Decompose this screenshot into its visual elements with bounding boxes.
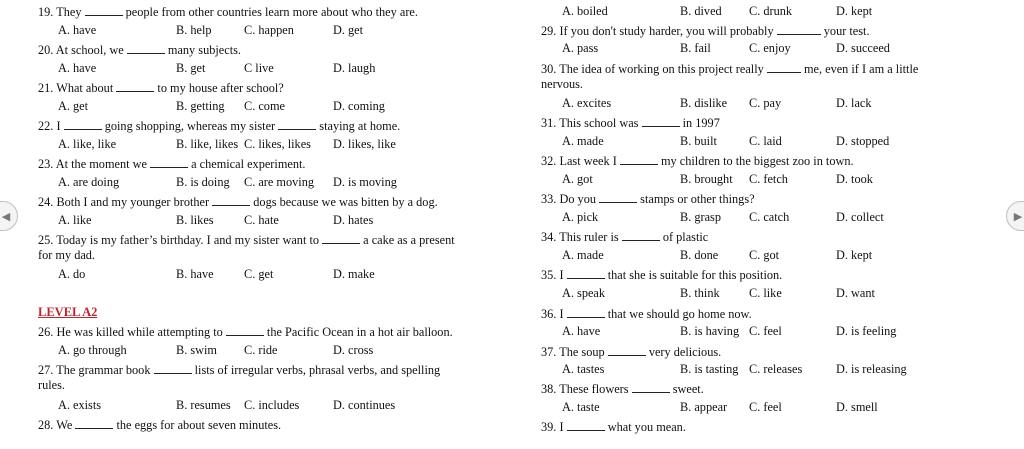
option: A. speak — [562, 286, 606, 300]
option: A. taste — [562, 400, 600, 414]
question-39: 39. I what you mean. — [541, 420, 686, 434]
question-36: 36. I that we should go home now. — [541, 307, 752, 321]
question-29: 29. If you don't study harder, you will probably your test. — [541, 24, 870, 38]
option: D. smell — [836, 400, 878, 414]
option: D. want — [836, 286, 875, 300]
option: D. likes, like — [333, 137, 396, 151]
question-26: 26. He was killed while attempting to the Pacific Ocean in a hot air balloon. — [38, 325, 453, 339]
question-30: 30. The idea of working on this project really me, even if I am a little — [541, 62, 919, 76]
option: A. got — [562, 172, 593, 186]
option: D. is feeling — [836, 324, 897, 338]
option: C. laid — [749, 134, 782, 148]
option: B. dislike — [680, 96, 728, 110]
question-28: 28. We the eggs for about seven minutes. — [38, 418, 282, 432]
question-22: 22. I going shopping, whereas my sister staying at home. — [38, 119, 401, 133]
chevron-left-icon: ◀ — [1, 209, 11, 223]
option: A. have — [58, 23, 97, 37]
option: B. get — [176, 61, 206, 75]
option: D. took — [836, 172, 873, 186]
option: B. grasp — [680, 210, 721, 224]
previous-page-button[interactable] — [0, 201, 18, 231]
question-23: 23. At the moment we a chemical experiment. — [38, 157, 306, 171]
option: C. likes, likes — [244, 137, 311, 151]
next-page-button[interactable] — [1006, 201, 1024, 231]
option: A. exists — [58, 398, 102, 412]
option: A. get — [58, 99, 89, 113]
option: B. getting — [176, 99, 225, 113]
option: D. continues — [333, 398, 396, 412]
option: C. happen — [244, 23, 294, 37]
option: C. pay — [749, 96, 782, 110]
question-19: 19. They people from other countries learn more about who they are. — [38, 5, 418, 19]
option: B. brought — [680, 172, 733, 186]
option: B. done — [680, 248, 719, 262]
option: C live — [244, 61, 274, 75]
option: D. laugh — [333, 61, 376, 75]
option: B. resumes — [176, 398, 231, 412]
option: C. fetch — [749, 172, 788, 186]
option: D. hates — [333, 213, 374, 227]
option: B. fail — [680, 41, 711, 55]
option: C. ride — [244, 343, 278, 357]
option: D. kept — [836, 248, 873, 262]
question-27-continued: rules. — [38, 378, 65, 392]
option: D. make — [333, 267, 375, 281]
question-20: 20. At school, we many subjects. — [38, 43, 241, 57]
level-heading: LEVEL A2 — [38, 305, 98, 319]
option: D. succeed — [836, 41, 890, 55]
option: D. get — [333, 23, 364, 37]
option: C. catch — [749, 210, 790, 224]
option: B. built — [680, 134, 717, 148]
option: D. kept — [836, 4, 873, 18]
question-25: 25. Today is my father’s birthday. I and my sister want to a cake as a present — [38, 233, 455, 247]
option: A. made — [562, 134, 604, 148]
question-24: 24. Both I and my younger brother dogs because we was bitten by a dog. — [38, 195, 438, 209]
option: C. like — [749, 286, 782, 300]
question-35: 35. I that she is suitable for this position. — [541, 268, 783, 282]
option: C. are moving — [244, 175, 315, 189]
option: B. appear — [680, 400, 728, 414]
option: C. feel — [749, 400, 782, 414]
option: A. tastes — [562, 362, 605, 376]
option: A. made — [562, 248, 604, 262]
option: C. includes — [244, 398, 300, 412]
option: A. like, like — [58, 137, 117, 151]
option: C. enjoy — [749, 41, 791, 55]
option: C. feel — [749, 324, 782, 338]
chevron-right-icon: ▶ — [1013, 209, 1023, 223]
option: B. think — [680, 286, 720, 300]
question-30-continued: nervous. — [541, 77, 584, 91]
option: A. have — [562, 324, 601, 338]
option: C. got — [749, 248, 780, 262]
question-38: 38. These flowers sweet. — [541, 382, 704, 396]
option: C. get — [244, 267, 274, 281]
option: A. do — [58, 267, 86, 281]
option: D. stopped — [836, 134, 890, 148]
option: A. go through — [58, 343, 127, 357]
option: D. is releasing — [836, 362, 907, 376]
option: D. cross — [333, 343, 374, 357]
option: A. pick — [562, 210, 599, 224]
question-33: 33. Do you stamps or other things? — [541, 192, 755, 206]
option: C. come — [244, 99, 285, 113]
option: B. swim — [176, 343, 217, 357]
question-31: 31. This school was in 1997 — [541, 116, 720, 130]
question-25-continued: for my dad. — [38, 248, 96, 262]
option: A. pass — [562, 41, 599, 55]
option: B. likes — [176, 213, 214, 227]
question-21: 21. What about to my house after school? — [38, 81, 284, 95]
option: C. hate — [244, 213, 279, 227]
question-27: 27. The grammar book lists of irregular verbs, phrasal verbs, and spelling — [38, 363, 441, 377]
option: D. collect — [836, 210, 884, 224]
option: D. lack — [836, 96, 872, 110]
option: B. help — [176, 23, 212, 37]
question-34: 34. This ruler is of plastic — [541, 230, 709, 244]
option: A. like — [58, 213, 92, 227]
option: A. excites — [562, 96, 612, 110]
option: B. is doing — [176, 175, 230, 189]
option: B. is having — [680, 324, 740, 338]
question-37: 37. The soup very delicious. — [541, 345, 722, 359]
option: B. have — [176, 267, 214, 281]
option: B. is tasting — [680, 362, 739, 376]
question-32: 32. Last week I my children to the biggest zoo in town. — [541, 154, 854, 168]
option: D. is moving — [333, 175, 397, 189]
option: A. have — [58, 61, 97, 75]
option: A. are doing — [58, 175, 120, 189]
option: C. drunk — [749, 4, 793, 18]
option: B. dived — [680, 4, 722, 18]
option: B. like, likes — [176, 137, 239, 151]
option: A. boiled — [562, 4, 608, 18]
option: D. coming — [333, 99, 385, 113]
option: C. releases — [749, 362, 803, 376]
